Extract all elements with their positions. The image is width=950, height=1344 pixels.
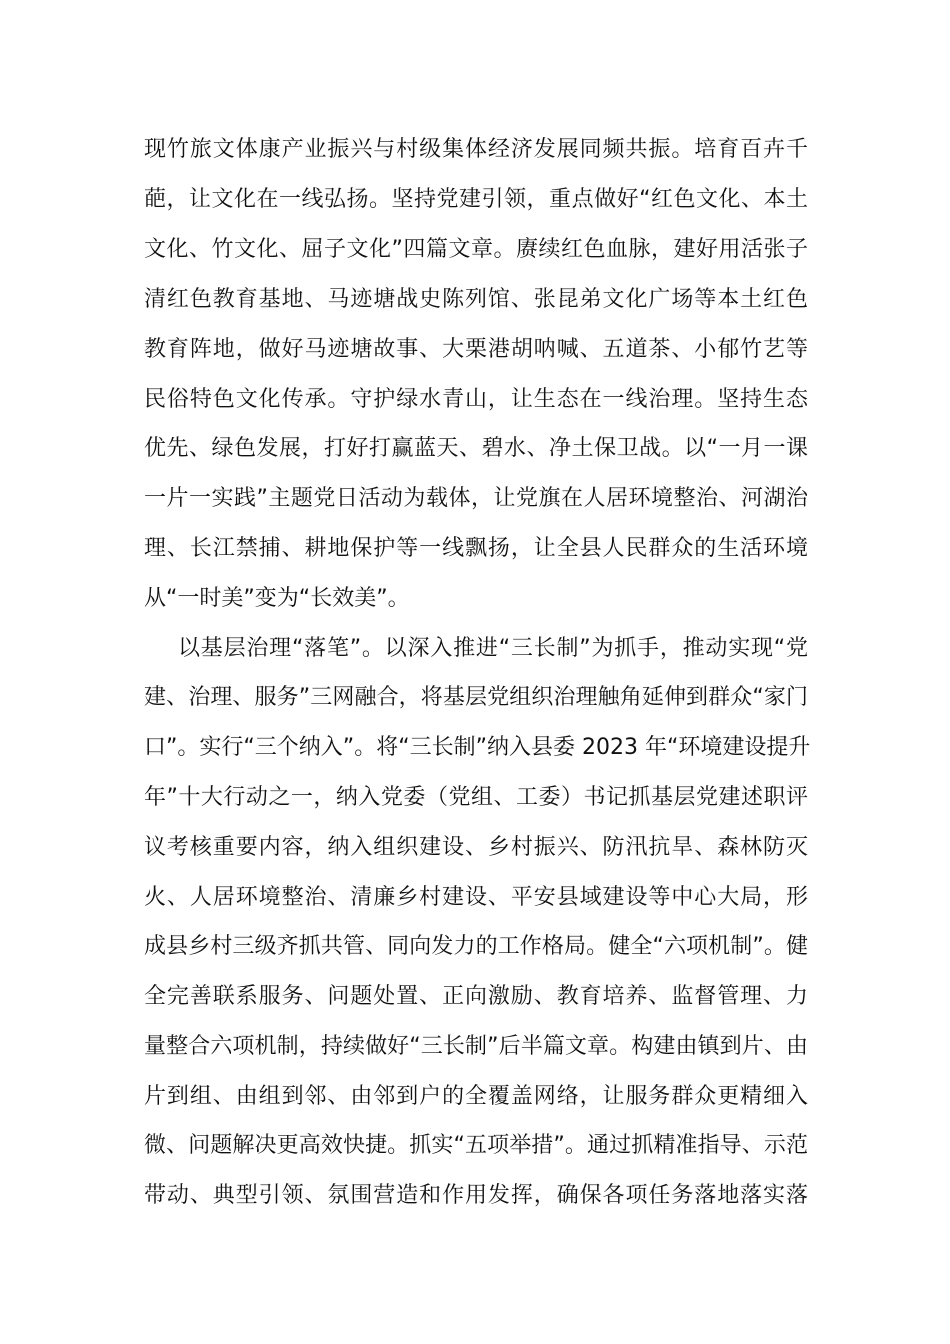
paragraph-end-line: 从“一时美”变为“长效美”。	[144, 586, 410, 611]
text-line: 微、问题解决更高效快捷。抓实“五项举措”。通过抓精准指导、示范	[144, 1133, 808, 1158]
text-line: 优先、绿色发展，打好打赢蓝天、碧水、净土保卫战。以“一月一课	[144, 436, 808, 461]
paragraph-start-line: 以基层治理“落笔”。以深入推进“三长制”为抓手，推动实现“党	[178, 636, 808, 661]
text-line: 全完善联系服务、问题处置、正向激励、教育培养、监督管理、力	[144, 984, 808, 1009]
text-line: 文化、竹文化、屈子文化”四篇文章。赓续红色血脉，建好用活张子	[144, 237, 808, 262]
text-line: 教育阵地，做好马迹塘故事、大栗港胡呐喊、五道茶、小郁竹艺等	[144, 337, 808, 362]
text-line: 一片一实践”主题党日活动为载体，让党旗在人居环境整治、河湖治	[144, 486, 808, 511]
text-line: 带动、典型引领、氛围营造和作用发挥，确保各项任务落地落实落	[144, 1183, 808, 1208]
text-line: 片到组、由组到邻、由邻到户的全覆盖网络，让服务群众更精细入	[144, 1084, 808, 1109]
text-line: 现竹旅文体康产业振兴与村级集体经济发展同频共振。培育百卉千	[144, 137, 808, 162]
text-line: 火、人居环境整治、清廉乡村建设、平安县域建设等中心大局，形	[144, 885, 808, 910]
text-line: 量整合六项机制，持续做好“三长制”后半篇文章。构建由镇到片、由	[144, 1034, 808, 1059]
text-line: 清红色教育基地、马迹塘战史陈列馆、张昆弟文化广场等本土红色	[144, 287, 808, 312]
text-line: 建、治理、服务”三网融合，将基层党组织治理触角延伸到群众“家门	[144, 685, 808, 710]
text-line: 理、长江禁捕、耕地保护等一线飘扬，让全县人民群众的生活环境	[144, 536, 808, 561]
text-line: 葩，让文化在一线弘扬。坚持党建引领，重点做好“红色文化、本土	[144, 187, 808, 212]
text-line: 口”。实行“三个纳入”。将“三长制”纳入县委 2023 年“环境建设提升	[144, 735, 811, 760]
text-line: 民俗特色文化传承。守护绿水青山，让生态在一线治理。坚持生态	[144, 387, 808, 412]
text-line: 年”十大行动之一，纳入党委（党组、工委）书记抓基层党建述职评	[144, 785, 808, 810]
text-line: 成县乡村三级齐抓共管、同向发力的工作格局。健全“六项机制”。健	[144, 934, 808, 959]
text-line: 议考核重要内容，纳入组织建设、乡村振兴、防汛抗旱、森林防灭	[144, 835, 808, 860]
